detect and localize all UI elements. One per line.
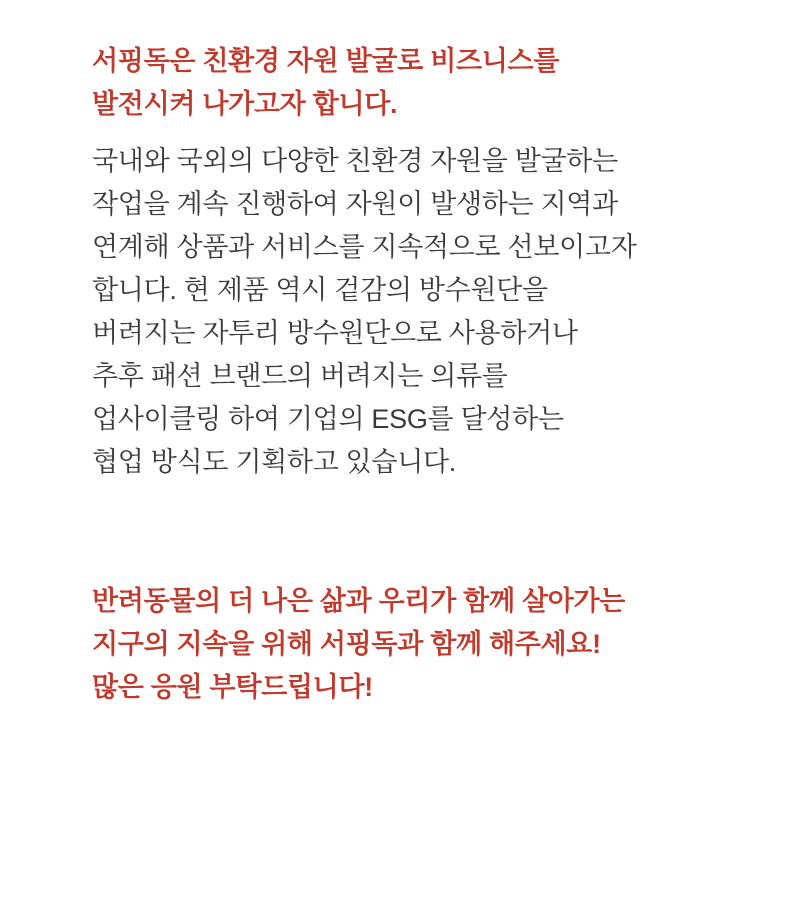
intro-body-line-1: 국내와 국외의 다양한 친환경 자원을 발굴하는: [92, 146, 618, 176]
intro-body-line-3: 연계해 상품과 서비스를 지속적으로 선보이고자: [92, 232, 637, 262]
intro-body-line-4: 합니다. 현 제품 역시 겉감의 방수원단을: [92, 275, 548, 305]
closing-heading-line-3: 많은 응원 부탁드립니다!: [92, 672, 373, 702]
intro-heading: [92, 40, 740, 126]
closing-heading-line-2: 지구의 지속을 위해 서핑독과 함께 해주세요!: [92, 629, 601, 659]
intro-heading-line-2: 발전시켜 나가고자 합니다.: [92, 89, 398, 119]
intro-heading-line-1: 서핑독은 친환경 자원 발굴로 비즈니스를: [92, 46, 560, 76]
heading-body-spacer: [92, 126, 740, 140]
intro-body-paragraph: [92, 140, 740, 484]
closing-heading: [92, 580, 740, 709]
intro-body-line-7: 업사이클링 하여 기업의 ESG를 달성하는: [92, 404, 564, 434]
closing-heading-line-1: 반려동물의 더 나은 삶과 우리가 함께 살아가는: [92, 586, 626, 616]
intro-body-line-8: 협업 방식도 기획하고 있습니다.: [92, 447, 456, 477]
intro-body-line-5: 버려지는 자투리 방수원단으로 사용하거나: [92, 318, 578, 348]
intro-body-line-6: 추후 패션 브랜드의 버려지는 의류를: [92, 361, 508, 391]
body-closing-spacer: [92, 484, 740, 580]
intro-body-line-2: 작업을 계속 진행하여 자원이 발생하는 지역과: [92, 189, 618, 219]
